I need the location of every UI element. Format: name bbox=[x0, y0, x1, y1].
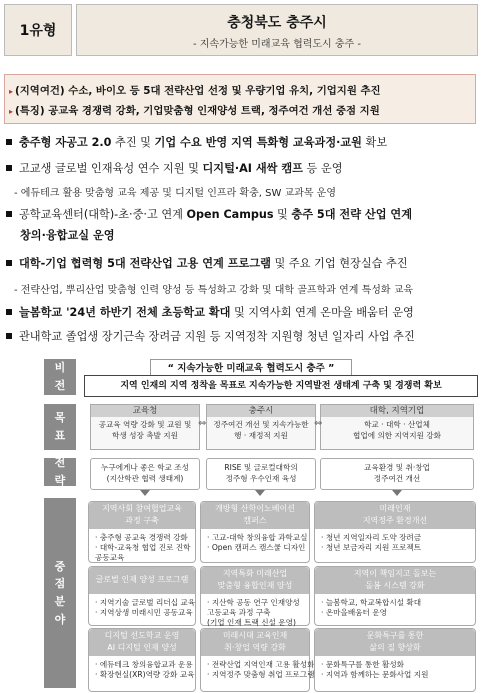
goal-body bbox=[323, 419, 471, 441]
side-label-text: 중 점 분 야 bbox=[54, 559, 66, 626]
focus-box bbox=[200, 628, 315, 692]
goal-panel bbox=[320, 404, 474, 450]
focus-item: · 확장현실(XR)역량 강화 교육 bbox=[95, 670, 195, 679]
goal-panel bbox=[206, 404, 316, 450]
bullet-item bbox=[6, 304, 414, 320]
bullet-text: 기업 수요 반영 지역 특화형 교육과정·교원 bbox=[154, 136, 362, 149]
focus-box bbox=[200, 501, 310, 563]
focus-title bbox=[201, 567, 309, 594]
bullet-text: 충주형 자공고 2.0 bbox=[19, 136, 112, 149]
arrow-down-icon bbox=[255, 490, 265, 496]
focus-item: · 에듀테크 창의융합교과 운용 bbox=[95, 660, 193, 669]
bullet-text: 공학교육센터(대학)-초·중·고 연계 bbox=[19, 208, 187, 221]
bullet-sub-item: - 전략산업, 뿌리산업 맞춤형 인력 양성 등 특성화고 강화 및 대학 골프학과 연계 특성화 교육 bbox=[14, 285, 414, 296]
bullet-text: 디지털·AI 새싹 캠프 bbox=[202, 162, 303, 175]
square-bullet-icon bbox=[6, 333, 12, 339]
strategy-line: 정주여건 개선 bbox=[373, 474, 421, 483]
bullet-item bbox=[6, 206, 412, 222]
type-label: 1유형 bbox=[4, 4, 72, 56]
side-label-goal bbox=[44, 404, 76, 450]
condition-line bbox=[9, 102, 380, 117]
focus-title-line: 삶의 질 향상화 bbox=[369, 643, 421, 652]
bullet-text: 충주 5대 전략 산업 연계 bbox=[291, 208, 413, 221]
focus-title bbox=[89, 502, 195, 529]
focus-item: · 대학-교육청 협업 진로 진학 bbox=[95, 543, 191, 552]
focus-item: · 온마을배움터 운영 bbox=[321, 608, 387, 617]
focus-box bbox=[88, 566, 196, 626]
strategy-line: 누구에게나 좋은 학교 조성 bbox=[101, 463, 189, 472]
square-bullet-icon bbox=[6, 309, 12, 315]
bullet-text: 및 bbox=[273, 208, 292, 221]
focus-title-line: 과정 구축 bbox=[125, 516, 159, 525]
square-bullet-icon bbox=[6, 139, 12, 145]
focus-item: · 지산학 공동 연구 인재양성 bbox=[207, 598, 300, 607]
bullet-text: 및 지역사회 연계 온마을 배움터 운영 bbox=[230, 306, 414, 319]
goal-line: 행 · 재정적 지원 bbox=[234, 431, 288, 440]
focus-title bbox=[315, 567, 475, 594]
focus-title-line: 맞춤형 융합인재 양성 bbox=[217, 581, 293, 590]
focus-title-line: 취·창업 역량 강화 bbox=[224, 643, 286, 652]
bullet-item bbox=[6, 160, 343, 176]
focus-item: · 문화특구를 통한 활성화 bbox=[321, 660, 405, 669]
side-label-strategy bbox=[44, 458, 76, 486]
goal-line: 학교 · 대학 · 산업체 bbox=[364, 420, 430, 429]
focus-title-line: 디지털 선도학교 운영 bbox=[104, 631, 180, 640]
bullet-text: 확보 bbox=[362, 136, 388, 149]
goal-title: 교육청 bbox=[91, 405, 199, 417]
bullet-text: 고교생 글로벌 인재육성 연수 지원 및 bbox=[19, 162, 203, 175]
double-arrow-icon: ⇔ bbox=[314, 418, 323, 429]
triangle-icon: ▸ bbox=[9, 87, 14, 96]
strategy-box bbox=[206, 458, 316, 490]
goal-title: 대학, 지역기업 bbox=[321, 405, 473, 417]
focus-item: · 늘봄학교, 학교복합시설 확대 bbox=[321, 598, 422, 607]
focus-item: · 충주형 공교육 경쟁력 강화 bbox=[95, 533, 188, 542]
focus-item: · 청년 보금자리 지원 프로젝트 bbox=[321, 543, 422, 552]
bullet-text: 관내학교 졸업생 장기근속 장려금 지원 등 지역정착 지원형 청년 일자리 사업 추진 bbox=[19, 330, 415, 343]
focus-title bbox=[315, 502, 475, 529]
focus-title-line: AI 디지털 인재 양성 bbox=[107, 643, 177, 652]
focus-title bbox=[201, 629, 309, 656]
strategy-box bbox=[320, 458, 474, 490]
focus-title-line: 개방형 산학이노베이션 bbox=[215, 504, 295, 513]
focus-title-line: 미래인재 bbox=[379, 504, 411, 513]
bullet-text: 늘봄학교 '24년 하반기 전체 초등학교 확대 bbox=[19, 306, 231, 319]
bullet-text: 및 주요 기업 현장실습 추진 bbox=[270, 257, 408, 270]
strategy-box bbox=[90, 458, 200, 490]
strategy-line: RISE 및 글로컬대학의 bbox=[224, 463, 298, 472]
bullet-item bbox=[6, 328, 415, 344]
side-label-text: 전 략 bbox=[54, 456, 66, 487]
focus-item: · 청년 지역일자리 도약 장려금 bbox=[321, 533, 422, 542]
focus-item: 고등교육 과정 구축 bbox=[207, 608, 271, 617]
goal-line: 학생 성장 촉발 지원 bbox=[112, 431, 178, 440]
bullet-item bbox=[6, 255, 408, 271]
bullet-text: 추진 및 bbox=[111, 136, 155, 149]
double-arrow-icon: ⇔ bbox=[198, 418, 207, 429]
condition-text: (특징) 공교육 경쟁력 강화, 기업맞춤형 인재양성 트랙, 정주여건 개선 중점 지원 bbox=[15, 105, 380, 117]
focus-item: (기업 인재 트랙 신설 운영) bbox=[207, 618, 296, 627]
vision-slogan: “ 지속가능한 미래교육 협력도시 충주 ” bbox=[150, 359, 352, 379]
focus-title-line: 지역이 책임지고 돌보는 bbox=[353, 569, 437, 578]
bullet-item bbox=[6, 134, 387, 150]
page-title: 충청북도 충주시 bbox=[227, 15, 327, 31]
focus-title bbox=[315, 629, 475, 656]
bullet-text: 대학-기업 협력형 5대 전략산업 고용 연계 프로그램 bbox=[19, 257, 271, 270]
side-label-text: 목 표 bbox=[54, 411, 66, 442]
goal-line: 공교육 역량 강화 및 교원 및 bbox=[98, 420, 192, 429]
focus-title bbox=[89, 567, 195, 594]
focus-title-line: 글로벌 인재 양성 프로그램 bbox=[95, 575, 189, 584]
goal-body bbox=[93, 419, 197, 441]
focus-title-line: 돌봄 시스템 강화 bbox=[365, 581, 425, 590]
focus-box bbox=[314, 501, 476, 563]
side-label-focus bbox=[44, 498, 76, 688]
focus-item: · Open 캠퍼스 캠스쿨 디자인 bbox=[207, 543, 306, 552]
focus-title-line: 지역특화 미래산업 bbox=[222, 569, 288, 578]
square-bullet-icon bbox=[6, 260, 12, 266]
focus-box bbox=[314, 628, 476, 692]
goal-panel bbox=[90, 404, 200, 450]
page-subtitle: - 지속가능한 미래교육 협력도시 충주 - bbox=[192, 39, 361, 50]
focus-title-line: 지역정주 환경개선 bbox=[362, 516, 428, 525]
bullet-text: 등 운영 bbox=[302, 162, 343, 175]
triangle-icon: ▸ bbox=[9, 107, 14, 116]
bullet-text: Open Campus bbox=[186, 208, 274, 221]
goal-title: 충주시 bbox=[207, 405, 315, 417]
side-label-text: 비 전 bbox=[54, 361, 66, 392]
focus-title-line: 지역사회 참여협업교육 bbox=[102, 504, 182, 513]
focus-item: · 지역과 함께하는 문화사업 지원 bbox=[321, 670, 429, 679]
title-box bbox=[76, 4, 478, 56]
conditions-box bbox=[4, 74, 476, 124]
strategy-line: 정주형 우수인재 육성 bbox=[225, 474, 297, 483]
strategy-line: 교육환경 및 취·창업 bbox=[364, 463, 430, 472]
goal-body bbox=[209, 419, 313, 441]
arrow-down-icon bbox=[140, 490, 150, 496]
focus-item: · 지역상생 미래시민 공동교육 bbox=[95, 608, 193, 617]
focus-item: · 지역기술 글로벌 리더십 교육 bbox=[95, 598, 196, 607]
vision-text: 지역 인재의 지역 정착을 목표로 지속가능한 지역발전 생태계 구축 및 경쟁력 확보 bbox=[84, 375, 478, 397]
strategy-line: (지산학관 협력 생태계) bbox=[106, 474, 184, 483]
focus-box bbox=[314, 566, 476, 626]
condition-line bbox=[9, 82, 381, 97]
arrow-down-icon bbox=[392, 490, 402, 496]
focus-item: 공동교육 bbox=[95, 553, 125, 562]
bullet-sub-item: - 에듀테크 활용 맞춤형 교육 제공 및 디지털 인프라 확충, SW 교과목 운영 bbox=[14, 188, 336, 199]
goal-line: 정주여건 개선 및 지속가능한 bbox=[213, 420, 309, 429]
focus-title bbox=[89, 629, 195, 656]
focus-title-line: 캠퍼스 bbox=[243, 516, 267, 525]
goal-line: 협업에 의한 지역지원 강화 bbox=[353, 431, 441, 440]
focus-title-line: 문화특구를 통한 bbox=[366, 631, 424, 640]
focus-box bbox=[88, 501, 196, 563]
square-bullet-icon bbox=[6, 211, 12, 217]
focus-box bbox=[88, 628, 196, 692]
condition-text: (지역여건) 수소, 바이오 등 5대 전략산업 선정 및 우량기업 유치, 기업지원 추진 bbox=[15, 85, 381, 97]
focus-box bbox=[200, 566, 310, 626]
focus-title-line: 미래시대 교육인재 bbox=[222, 631, 288, 640]
square-bullet-icon bbox=[6, 165, 12, 171]
focus-item: · 고교-대학 창의융합 과학교실 bbox=[207, 533, 308, 542]
side-label-vision bbox=[44, 359, 76, 395]
focus-item: · 전략산업 지역인재 고용 활성화 bbox=[207, 660, 315, 669]
focus-title bbox=[201, 502, 309, 529]
bullet-continuation: 창의·융합교실 운영 bbox=[20, 229, 115, 242]
focus-item: · 지역정주 맞춤형 취업 프로그램 bbox=[207, 670, 315, 679]
